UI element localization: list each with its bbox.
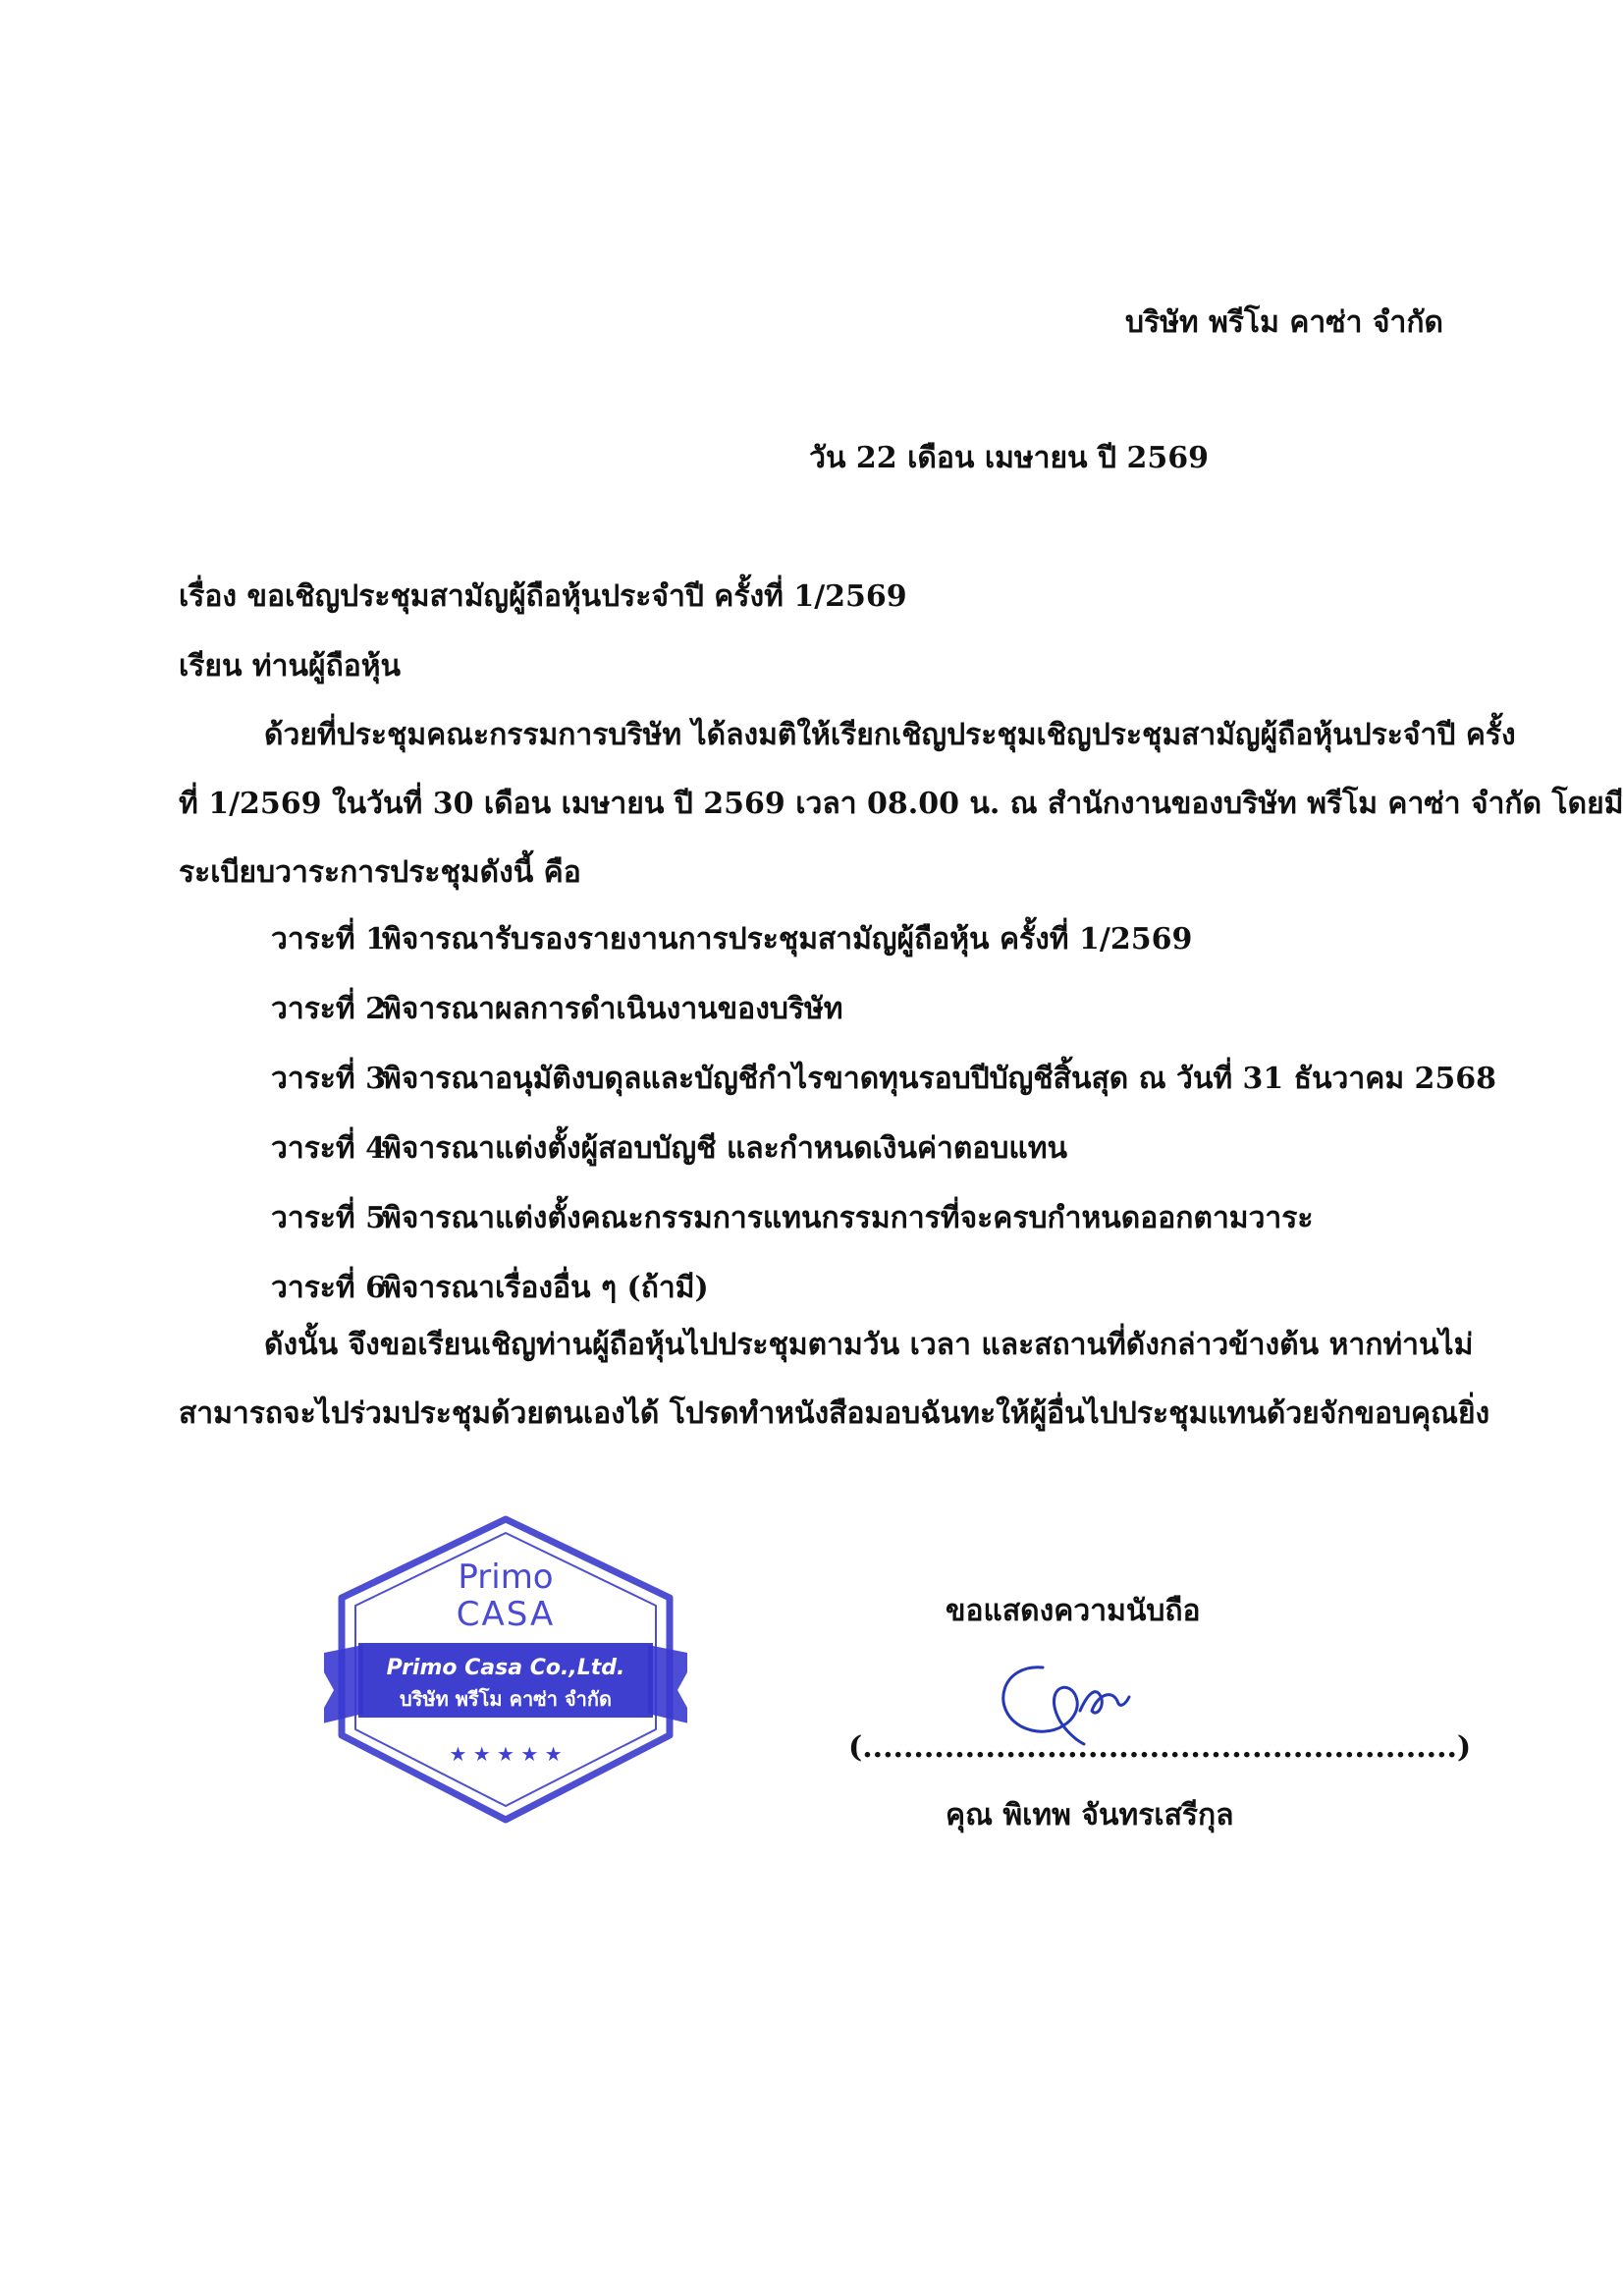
signatory-name: คุณ พิเทพ จันทรเสรีกุล [946,1798,1234,1832]
agenda-number: วาระที่ 2 [271,992,387,1026]
agenda-text: พิจารณาอนุมัติงบดุลและบัญชีกำไรขาดทุนรอบปีบัญชีสิ้นสุด ณ วันที่ 31 ธันวาคม 2568 [382,1062,1497,1096]
stamp-brand-line2: CASA [456,1595,556,1634]
stamp-ribbon [324,1643,687,1725]
agenda-list [271,920,1496,1339]
agenda-text: พิจารณารับรองรายงานการประชุมสามัญผู้ถือหุ้น ครั้งที่ 1/2569 [382,922,1193,957]
stamp-ribbon-line1: Primo Casa Co.,Ltd. [386,1656,625,1680]
agenda-number: วาระที่ 4 [271,1131,387,1166]
stamp-ribbon-line2: บริษัท พรีโม คาซ่า จำกัด [399,1687,613,1711]
agenda-item [271,990,1496,1060]
stamp-brand-line1: Primo [458,1558,554,1597]
agenda-item [271,1129,1496,1199]
agenda-item [271,1199,1496,1269]
letter-subject: เรื่อง ขอเชิญประชุมสามัญผู้ถือหุ้นประจำปี ครั้งที่ 1/2569 [179,579,907,614]
agenda-number: วาระที่ 1 [271,922,387,957]
agenda-text: พิจารณาเรื่องอื่น ๆ (ถ้ามี) [382,1271,709,1305]
agenda-item [271,920,1496,990]
agenda-text: พิจารณาแต่งตั้งคณะกรรมการแทนกรรมการที่จะครบกำหนดออกตามวาระ [382,1201,1314,1235]
agenda-number: วาระที่ 3 [271,1062,387,1096]
agenda-text: พิจารณาแต่งตั้งผู้สอบบัญชี และกำหนดเงินค่าตอบแทน [382,1131,1068,1166]
intro-line: ระเบียบวาระการประชุมดังนี้ คือ [179,855,581,890]
agenda-item [271,1060,1496,1129]
letter-date: วัน 22 เดือน เมษายน ปี 2569 [809,441,1209,475]
stamp-stars [449,1742,562,1766]
closing-paragraph [179,1326,1490,1463]
intro-line: ด้วยที่ประชุมคณะกรรมการบริษัท ได้ลงมติให้เรียกเชิญประชุมเชิญประชุมสามัญผู้ถือหุ้นประจำปี ครั้ง [264,718,1516,752]
signature-line: (..........................................................) [848,1730,1472,1765]
company-stamp [324,1507,687,1831]
intro-paragraph [179,716,1623,922]
letter-salutation: เรียน ท่านผู้ถือหุ้น [179,649,402,683]
closing-line: สามารถจะไปร่วมประชุมด้วยตนเองได้ โปรดทำหนังสือมอบฉันทะให้ผู้อื่นไปประชุมแทนด้วยจักขอบคุณยิ่ง [179,1396,1490,1431]
agenda-number: วาระที่ 6 [271,1271,387,1305]
agenda-text: พิจารณาผลการดำเนินงานของบริษัท [382,992,843,1026]
agenda-number: วาระที่ 5 [271,1201,387,1235]
intro-line: ที่ 1/2569 ในวันที่ 30 เดือน เมษายน ปี 2569 เวลา 08.00 น. ณ สำนักงานของบริษัท พรีโม คาซ่า จำกัด โดยมี [179,787,1623,821]
company-name: บริษัท พรีโม คาซ่า จำกัด [1124,305,1443,340]
closing-line: ดังนั้น จึงขอเรียนเชิญท่านผู้ถือหุ้นไปประชุมตามวัน เวลา และสถานที่ดังกล่าวข้างต้น หากท่านไม่ [264,1328,1474,1362]
closing-phrase: ขอแสดงความนับถือ [946,1594,1201,1628]
svg-text:★ ★ ★ ★ ★: ★ ★ ★ ★ ★ [449,1742,563,1766]
